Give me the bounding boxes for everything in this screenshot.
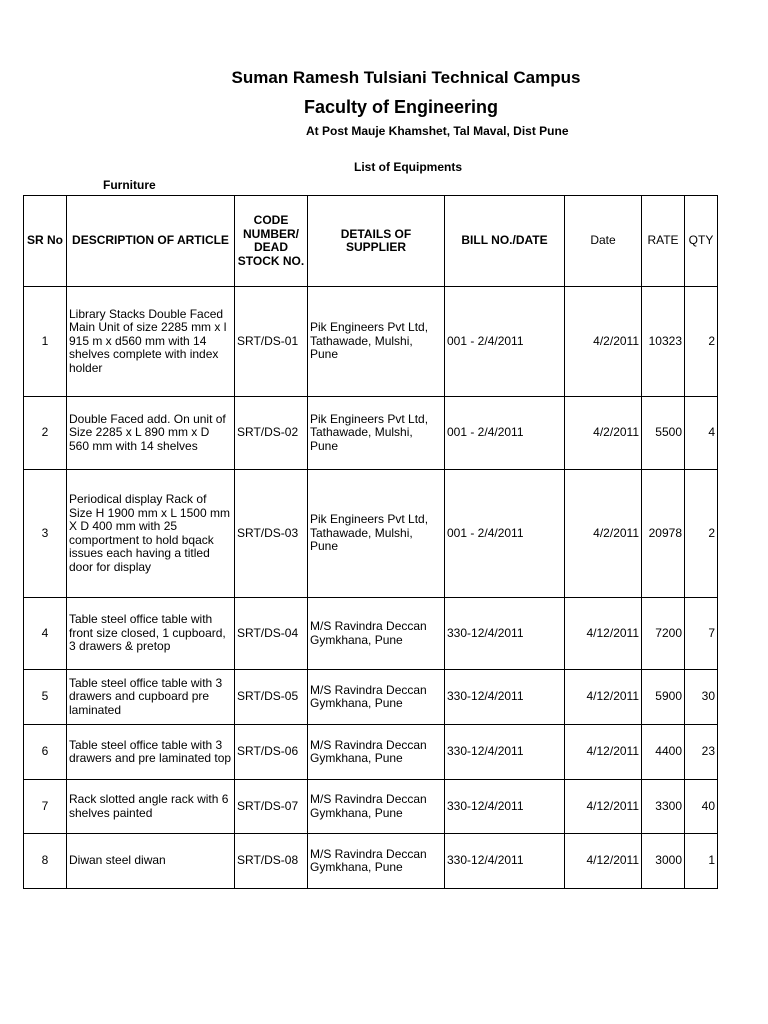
cell-supplier: M/S Ravindra Deccan Gymkhana, Pune xyxy=(308,780,445,834)
cell-code: SRT/DS-08 xyxy=(235,834,308,889)
cell-rate: 7200 xyxy=(642,598,685,670)
table-header-row xyxy=(24,196,718,287)
cell-supplier: M/S Ravindra Deccan Gymkhana, Pune xyxy=(308,725,445,780)
cell-sr: 7 xyxy=(24,780,67,834)
cell-bill: 330-12/4/2011 xyxy=(445,834,565,889)
cell-date: 4/2/2011 xyxy=(565,470,642,598)
cell-bill: 001 - 2/4/2011 xyxy=(445,470,565,598)
cell-qty: 40 xyxy=(685,780,718,834)
cell-description: Table steel office table with front size closed, 1 cupboard, 3 drawers & pretop xyxy=(67,598,235,670)
table-row xyxy=(24,670,718,725)
cell-sr: 2 xyxy=(24,397,67,470)
address-line: At Post Mauje Khamshet, Tal Maval, Dist Pune xyxy=(306,124,569,138)
col-header-date: Date xyxy=(565,196,642,287)
cell-qty: 2 xyxy=(685,287,718,397)
table-row xyxy=(24,834,718,889)
cell-qty: 23 xyxy=(685,725,718,780)
list-title: List of Equipments xyxy=(354,160,462,174)
table-row xyxy=(24,287,718,397)
cell-sr: 3 xyxy=(24,470,67,598)
cell-code: SRT/DS-04 xyxy=(235,598,308,670)
cell-rate: 4400 xyxy=(642,725,685,780)
cell-bill: 330-12/4/2011 xyxy=(445,725,565,780)
cell-code: SRT/DS-02 xyxy=(235,397,308,470)
cell-description: Library Stacks Double Faced Main Unit of size 2285 mm x l 915 m x d560 mm with 14 shelves complete with index holder xyxy=(67,287,235,397)
cell-description: Diwan steel diwan xyxy=(67,834,235,889)
cell-rate: 3000 xyxy=(642,834,685,889)
cell-bill: 330-12/4/2011 xyxy=(445,670,565,725)
equipment-table xyxy=(23,195,718,889)
col-header-supplier: DETAILS OF SUPPLIER xyxy=(308,196,445,287)
cell-code: SRT/DS-06 xyxy=(235,725,308,780)
cell-date: 4/12/2011 xyxy=(565,670,642,725)
table-row xyxy=(24,397,718,470)
cell-date: 4/2/2011 xyxy=(565,397,642,470)
cell-description: Double Faced add. On unit of Size 2285 x L 890 mm x D 560 mm with 14 shelves xyxy=(67,397,235,470)
cell-supplier: M/S Ravindra Deccan Gymkhana, Pune xyxy=(308,598,445,670)
cell-sr: 5 xyxy=(24,670,67,725)
cell-bill: 330-12/4/2011 xyxy=(445,780,565,834)
cell-rate: 10323 xyxy=(642,287,685,397)
cell-qty: 1 xyxy=(685,834,718,889)
cell-rate: 5500 xyxy=(642,397,685,470)
cell-supplier: M/S Ravindra Deccan Gymkhana, Pune xyxy=(308,834,445,889)
cell-date: 4/12/2011 xyxy=(565,598,642,670)
cell-qty: 2 xyxy=(685,470,718,598)
cell-description: Rack slotted angle rack with 6 shelves painted xyxy=(67,780,235,834)
cell-bill: 001 - 2/4/2011 xyxy=(445,287,565,397)
col-header-description: DESCRIPTION OF ARTICLE xyxy=(67,196,235,287)
institution-title: Suman Ramesh Tulsiani Technical Campus xyxy=(231,68,581,87)
col-header-qty: QTY xyxy=(685,196,718,287)
cell-bill: 330-12/4/2011 xyxy=(445,598,565,670)
cell-code: SRT/DS-05 xyxy=(235,670,308,725)
cell-bill: 001 - 2/4/2011 xyxy=(445,397,565,470)
faculty-title: Faculty of Engineering xyxy=(303,97,499,117)
col-header-bill: BILL NO./DATE xyxy=(445,196,565,287)
cell-supplier: Pik Engineers Pvt Ltd, Tathawade, Mulshi, Pune xyxy=(308,287,445,397)
table-row xyxy=(24,470,718,598)
category-label: Furniture xyxy=(103,178,156,192)
cell-code: SRT/DS-01 xyxy=(235,287,308,397)
cell-sr: 4 xyxy=(24,598,67,670)
cell-rate: 3300 xyxy=(642,780,685,834)
cell-date: 4/12/2011 xyxy=(565,834,642,889)
cell-sr: 1 xyxy=(24,287,67,397)
table-row xyxy=(24,725,718,780)
cell-rate: 5900 xyxy=(642,670,685,725)
cell-supplier: Pik Engineers Pvt Ltd, Tathawade, Mulshi, Pune xyxy=(308,397,445,470)
cell-date: 4/12/2011 xyxy=(565,725,642,780)
col-header-code: CODE NUMBER/ DEAD STOCK NO. xyxy=(235,196,308,287)
table-row xyxy=(24,598,718,670)
cell-sr: 6 xyxy=(24,725,67,780)
cell-sr: 8 xyxy=(24,834,67,889)
cell-code: SRT/DS-07 xyxy=(235,780,308,834)
cell-rate: 20978 xyxy=(642,470,685,598)
col-header-rate: RATE xyxy=(642,196,685,287)
table-row xyxy=(24,780,718,834)
cell-supplier: M/S Ravindra Deccan Gymkhana, Pune xyxy=(308,670,445,725)
cell-qty: 4 xyxy=(685,397,718,470)
cell-code: SRT/DS-03 xyxy=(235,470,308,598)
cell-date: 4/2/2011 xyxy=(565,287,642,397)
cell-description: Table steel office table with 3 drawers and pre laminated top xyxy=(67,725,235,780)
cell-description: Periodical display Rack of Size H 1900 mm x L 1500 mm X D 400 mm with 25 comportment to hold bqack issues each having a titled door for display xyxy=(67,470,235,598)
cell-date: 4/12/2011 xyxy=(565,780,642,834)
cell-qty: 7 xyxy=(685,598,718,670)
cell-supplier: Pik Engineers Pvt Ltd, Tathawade, Mulshi, Pune xyxy=(308,470,445,598)
cell-description: Table steel office table with 3 drawers and cupboard pre laminated xyxy=(67,670,235,725)
cell-qty: 30 xyxy=(685,670,718,725)
col-header-sr: SR No xyxy=(24,196,67,287)
